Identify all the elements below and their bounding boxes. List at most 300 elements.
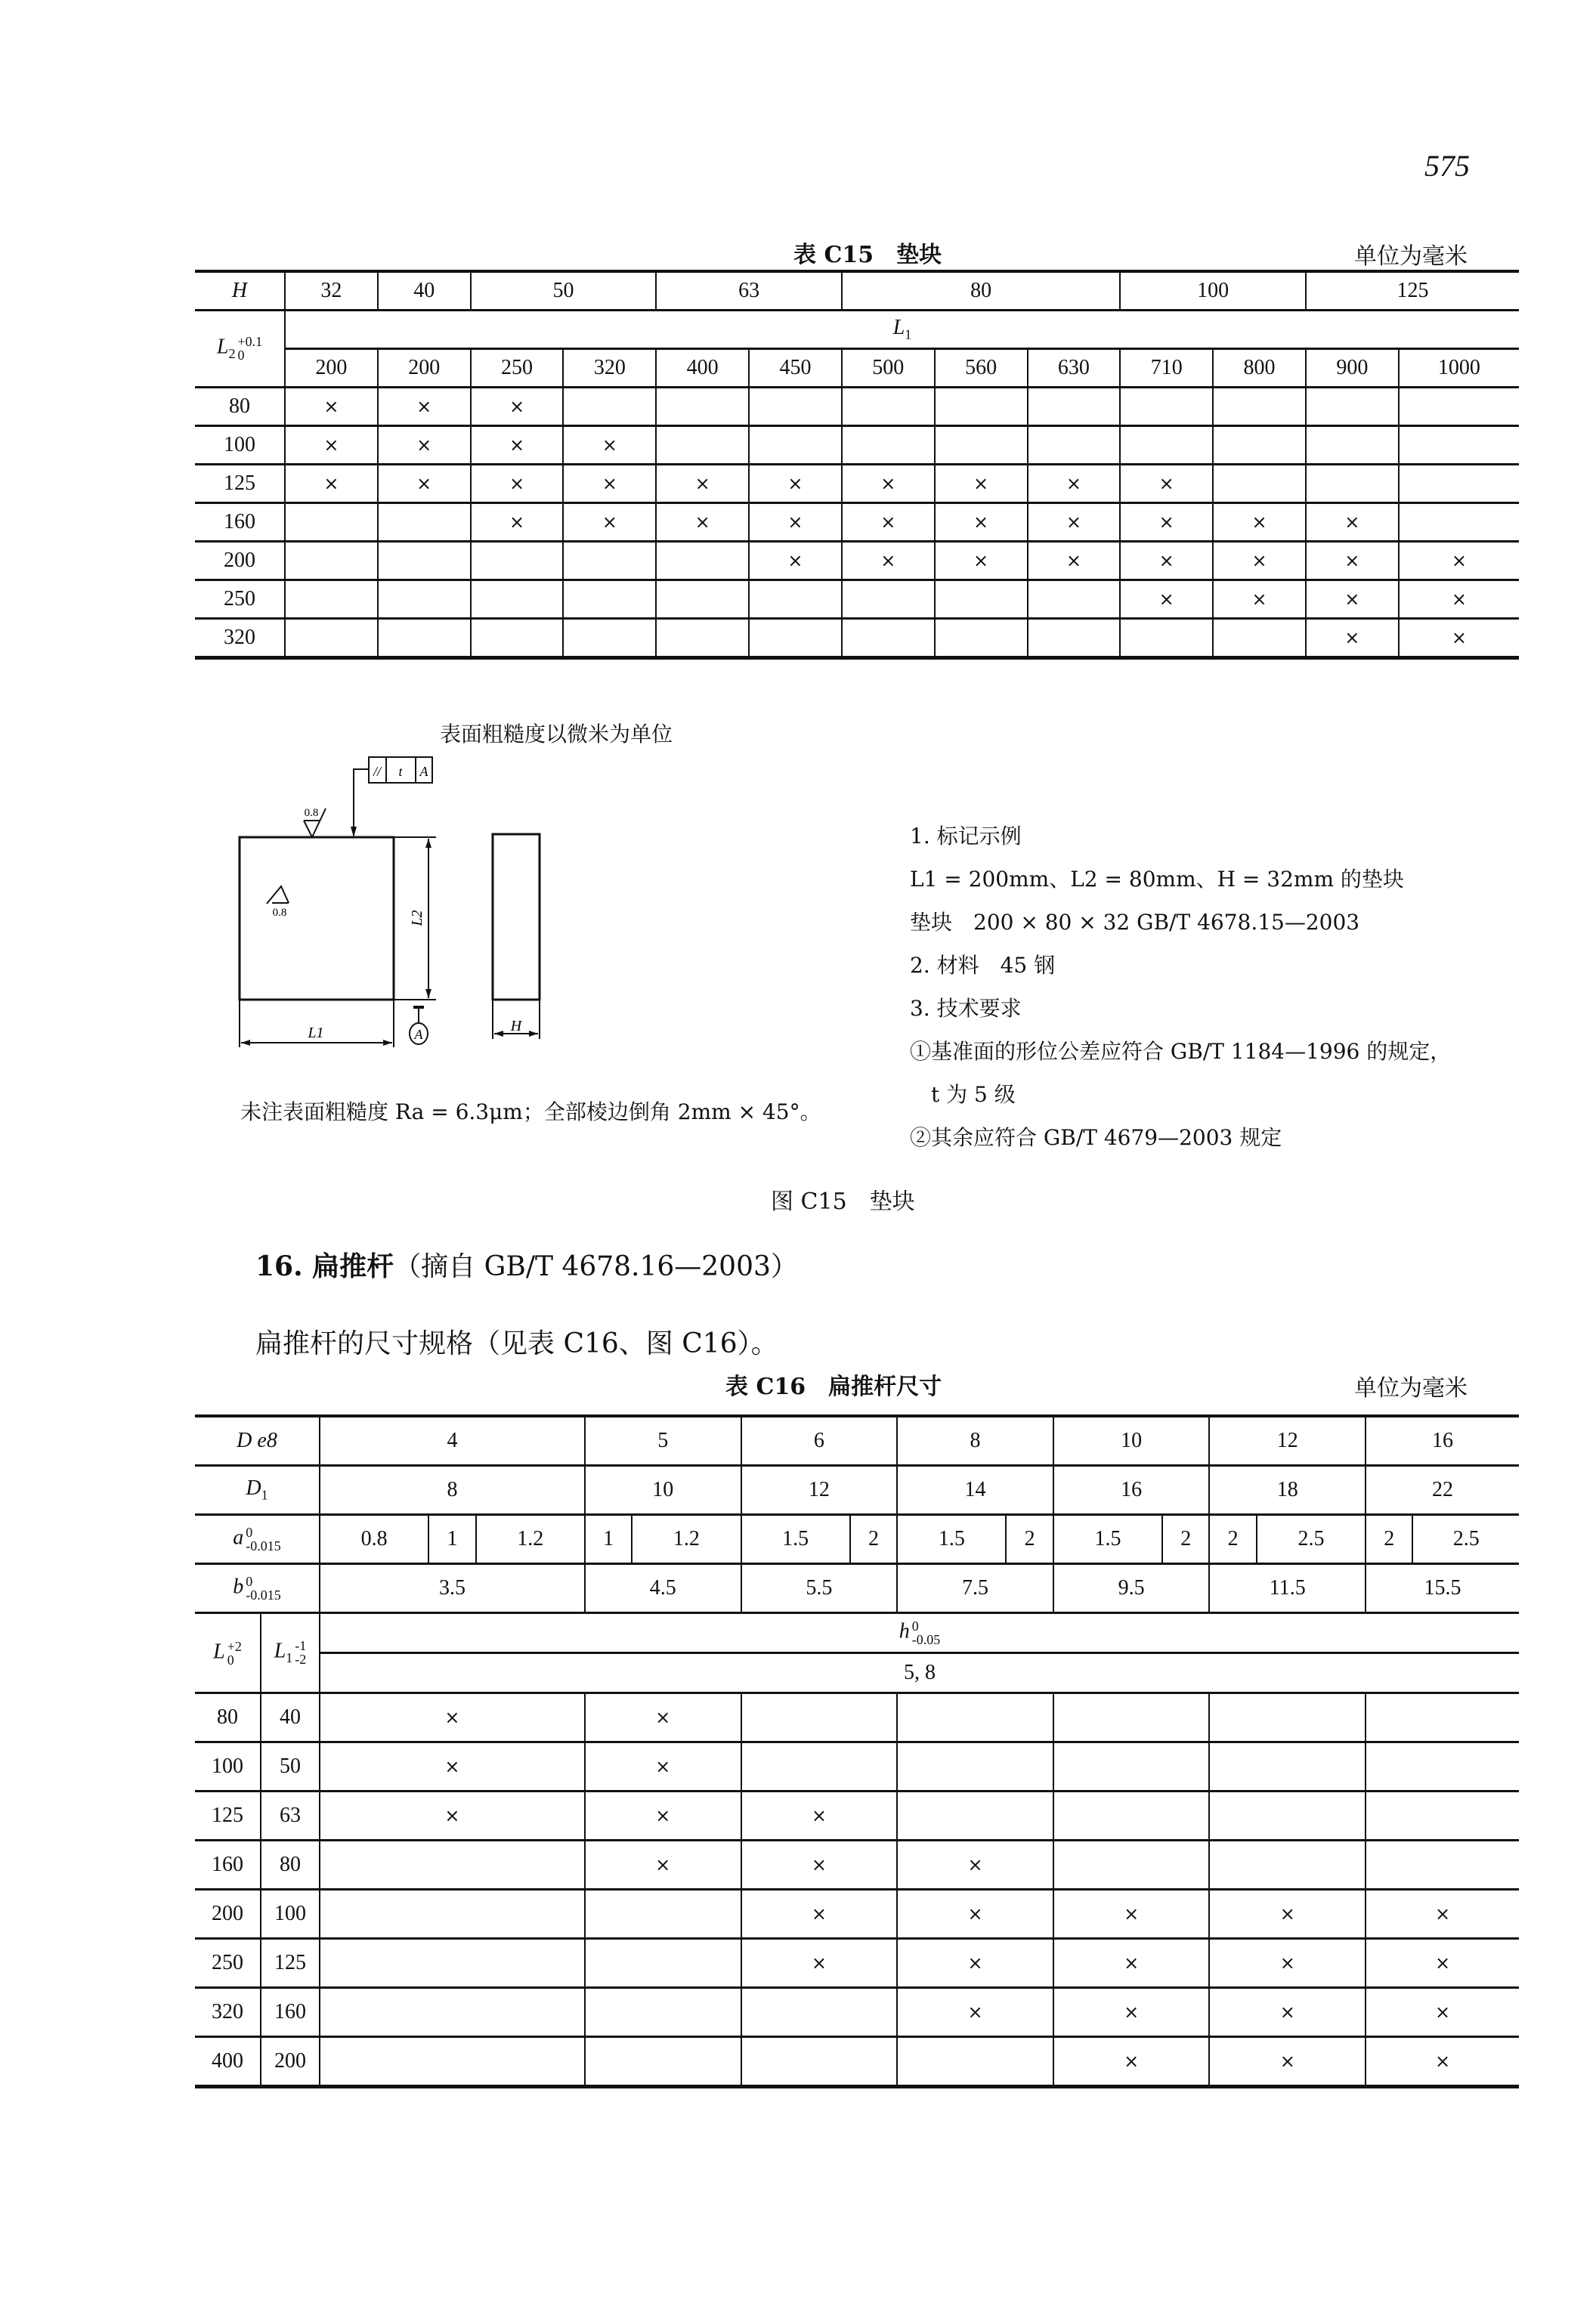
empty-cell <box>585 1890 741 1939</box>
empty-cell <box>1399 503 1519 542</box>
availability-mark: × <box>842 503 935 542</box>
roughness-unit-note: 表面粗糙度以微米为单位 <box>440 722 673 747</box>
header-h-label <box>320 1613 1519 1653</box>
header-a-value: 1 <box>585 1515 632 1564</box>
header-a-value: 2 <box>850 1515 897 1564</box>
tolerance <box>246 1526 281 1553</box>
note-2: L1 = 200mm、L2 = 80mm、H = 32mm 的垫块 <box>910 867 1404 892</box>
symbol-subscript: 2 <box>228 346 236 362</box>
availability-mark: × <box>741 1890 898 1939</box>
tolerance-upper: 0 <box>246 1525 253 1540</box>
empty-cell <box>656 426 749 465</box>
table-row <box>195 426 1519 465</box>
header-row-b <box>195 1564 1519 1613</box>
l1-value: 500 <box>842 349 935 388</box>
empty-cell <box>1053 1742 1210 1792</box>
table-c15 <box>195 270 1519 660</box>
header-a-value: 2 <box>1162 1515 1209 1564</box>
availability-mark: × <box>285 388 378 426</box>
availability-mark: × <box>656 465 749 503</box>
row-l-value: 400 <box>195 2037 261 2087</box>
empty-cell <box>378 542 471 580</box>
dim-h-label: H <box>510 1018 522 1034</box>
empty-cell <box>320 2037 585 2087</box>
header-a-value: 2 <box>1366 1515 1412 1564</box>
empty-cell <box>320 1939 585 1988</box>
header-row-h <box>195 271 1519 311</box>
table-row <box>195 2037 1519 2087</box>
header-a-label <box>195 1515 320 1564</box>
availability-mark: × <box>1120 503 1213 542</box>
tolerance-lower: -0.015 <box>246 1538 281 1553</box>
header-b-value: 4.5 <box>585 1564 741 1613</box>
l1-symbol: L <box>892 316 905 340</box>
empty-cell <box>935 388 1028 426</box>
availability-mark: × <box>471 426 564 465</box>
svg-text:A: A <box>414 1027 423 1042</box>
row-l-value: 200 <box>195 1890 261 1939</box>
availability-mark: × <box>749 503 842 542</box>
availability-mark: × <box>935 542 1028 580</box>
front-view-outline <box>240 837 394 1000</box>
dim-l2-label: L2 <box>409 910 425 926</box>
l1-value: 800 <box>1213 349 1306 388</box>
availability-mark: × <box>585 1742 741 1792</box>
empty-cell <box>1028 388 1121 426</box>
availability-mark: × <box>1213 542 1306 580</box>
dim-l1-label: L1 <box>308 1025 324 1041</box>
tolerance-lower: -0.05 <box>911 1632 941 1647</box>
l1-value: 450 <box>749 349 842 388</box>
header-b-value: 7.5 <box>897 1564 1053 1613</box>
symbol: L <box>216 335 229 359</box>
note-1: 1. 标记示例 <box>910 824 1022 849</box>
header-a-value: 1.5 <box>897 1515 1006 1564</box>
table-row <box>195 1742 1519 1792</box>
row-l-value: 80 <box>195 1693 261 1742</box>
tolerance <box>246 1575 281 1602</box>
header-d-value: 16 <box>1366 1416 1519 1466</box>
empty-cell <box>285 580 378 619</box>
table-row <box>195 1939 1519 1988</box>
empty-cell <box>897 1742 1053 1792</box>
header-h-value: 80 <box>842 271 1120 311</box>
header-d-value: 8 <box>897 1416 1053 1466</box>
availability-mark: × <box>935 465 1028 503</box>
table-row <box>195 1792 1519 1841</box>
availability-mark: × <box>1120 580 1213 619</box>
empty-cell <box>741 1988 898 2037</box>
header-a-value: 2 <box>1006 1515 1053 1564</box>
tolerance-upper: 0 <box>246 1574 253 1589</box>
svg-text:0.8: 0.8 <box>272 907 287 919</box>
availability-mark: × <box>1399 580 1519 619</box>
empty-cell <box>563 580 656 619</box>
empty-cell <box>1209 1742 1366 1792</box>
row-l2-value: 80 <box>195 388 285 426</box>
table-row <box>195 1841 1519 1890</box>
availability-mark: × <box>563 465 656 503</box>
availability-mark: × <box>1306 580 1399 619</box>
figure-c15-footnote: 未注表面粗糙度 Ra = 6.3μm；全部棱边倒角 2mm × 45°。 <box>240 1099 821 1124</box>
header-row-d <box>195 1416 1519 1466</box>
empty-cell <box>656 619 749 658</box>
availability-mark: × <box>1366 2037 1519 2087</box>
empty-cell <box>656 580 749 619</box>
empty-cell <box>1366 1742 1519 1792</box>
empty-cell <box>749 388 842 426</box>
empty-cell <box>285 619 378 658</box>
note-8: ②其余应符合 GB/T 4679—2003 规定 <box>910 1125 1282 1150</box>
tolerance-lower: -2 <box>295 1652 307 1668</box>
header-l1-label <box>261 1613 320 1693</box>
tolerance-lower: 0 <box>237 348 245 363</box>
empty-cell <box>1209 1693 1366 1742</box>
availability-mark: × <box>1209 1890 1366 1939</box>
availability-mark: × <box>1306 619 1399 658</box>
side-view-outline <box>493 834 540 1000</box>
header-b-label <box>195 1564 320 1613</box>
availability-mark: × <box>471 465 564 503</box>
header-h-value: 40 <box>378 271 471 311</box>
empty-cell <box>563 388 656 426</box>
header-b-value: 9.5 <box>1053 1564 1210 1613</box>
header-a-value: 1 <box>428 1515 475 1564</box>
availability-mark: × <box>285 426 378 465</box>
empty-cell <box>320 1988 585 2037</box>
header-row-d1 <box>195 1466 1519 1515</box>
empty-cell <box>1306 426 1399 465</box>
empty-cell <box>1306 388 1399 426</box>
empty-cell <box>471 619 564 658</box>
empty-cell <box>1120 426 1213 465</box>
row-l-value: 320 <box>195 1988 261 2037</box>
row-l-value: 125 <box>195 1792 261 1841</box>
empty-cell <box>1306 465 1399 503</box>
header-d1-label <box>195 1466 320 1515</box>
table-row <box>195 619 1519 658</box>
row-l2-value: 320 <box>195 619 285 658</box>
empty-cell <box>585 1988 741 2037</box>
empty-cell <box>842 580 935 619</box>
empty-cell <box>320 1890 585 1939</box>
symbol: L <box>213 1639 225 1663</box>
header-h-value: 50 <box>471 271 657 311</box>
section-16-title-source: （摘自 GB/T 4678.16—2003） <box>394 1251 798 1282</box>
header-h-value: 100 <box>1120 271 1306 311</box>
empty-cell <box>1053 1792 1210 1841</box>
tolerance-upper: +0.1 <box>237 334 263 350</box>
header-h-value: 63 <box>656 271 842 311</box>
table-row <box>195 542 1519 580</box>
availability-mark: × <box>842 542 935 580</box>
availability-mark: × <box>935 503 1028 542</box>
table-c16-unit: 单位为毫米 <box>1354 1375 1468 1402</box>
header-a-value: 1.2 <box>632 1515 741 1564</box>
empty-cell <box>378 503 471 542</box>
availability-mark: × <box>842 465 935 503</box>
header-h-label: H <box>195 271 285 311</box>
availability-mark: × <box>1366 1939 1519 1988</box>
row-l1-value: 125 <box>261 1939 320 1988</box>
availability-mark: × <box>1366 1988 1519 2037</box>
header-h-values: 5, 8 <box>320 1653 1519 1693</box>
empty-cell <box>741 1693 898 1742</box>
availability-mark: × <box>1306 542 1399 580</box>
availability-mark: × <box>1028 465 1121 503</box>
empty-cell <box>656 388 749 426</box>
availability-mark: × <box>378 426 471 465</box>
header-d-value: 12 <box>1209 1416 1366 1466</box>
empty-cell <box>285 503 378 542</box>
header-h-value: 125 <box>1306 271 1519 311</box>
header-a-value: 2.5 <box>1412 1515 1519 1564</box>
parallelism-symbol: // <box>373 764 382 779</box>
table-c16-caption: 表 C16 扁推杆尺寸 <box>725 1374 942 1400</box>
empty-cell <box>741 1742 898 1792</box>
availability-mark: × <box>1209 1988 1366 2037</box>
header-l2-label <box>195 311 285 388</box>
section-16-title <box>255 1245 798 1284</box>
row-l2-value: 100 <box>195 426 285 465</box>
header-d1-value: 10 <box>585 1466 741 1515</box>
empty-cell <box>935 426 1028 465</box>
availability-mark: × <box>1213 580 1306 619</box>
l1-value: 710 <box>1120 349 1213 388</box>
empty-cell <box>897 1693 1053 1742</box>
header-b-value: 3.5 <box>320 1564 585 1613</box>
svg-text:0.8: 0.8 <box>304 807 319 819</box>
header-b-value: 15.5 <box>1366 1564 1519 1613</box>
d1-symbol: D <box>246 1476 261 1501</box>
table-c16 <box>195 1414 1519 2088</box>
tolerance <box>912 1619 941 1646</box>
availability-mark: × <box>285 465 378 503</box>
header-a-value: 2.5 <box>1257 1515 1366 1564</box>
empty-cell <box>749 619 842 658</box>
header-d1-value: 8 <box>320 1466 585 1515</box>
roughness-symbol-bottom <box>267 886 289 919</box>
empty-cell <box>1053 1693 1210 1742</box>
empty-cell <box>1120 388 1213 426</box>
empty-cell <box>1366 1841 1519 1890</box>
empty-cell <box>1028 580 1121 619</box>
header-l-label <box>195 1613 261 1693</box>
datum-ref: A <box>419 764 428 779</box>
figure-c15-notes <box>910 815 1451 1159</box>
availability-mark: × <box>1366 1890 1519 1939</box>
availability-mark: × <box>1053 1939 1210 1988</box>
symbol: h <box>899 1619 910 1643</box>
empty-cell <box>842 426 935 465</box>
availability-mark: × <box>1209 2037 1366 2087</box>
section-16-paragraph: 扁推杆的尺寸规格（见表 C16、图 C16）。 <box>255 1328 778 1359</box>
roughness-symbol-top <box>304 807 326 837</box>
empty-cell <box>1213 619 1306 658</box>
empty-cell <box>656 542 749 580</box>
section-16-title-bold: 16. 扁推杆 <box>255 1251 394 1282</box>
header-d1-value: 14 <box>897 1466 1053 1515</box>
header-a-value: 1.5 <box>741 1515 850 1564</box>
table-row <box>195 465 1519 503</box>
row-l2-value: 160 <box>195 503 285 542</box>
l1-subscript: 1 <box>905 326 912 342</box>
empty-cell <box>1053 1841 1210 1890</box>
empty-cell <box>935 619 1028 658</box>
availability-mark: × <box>1053 2037 1210 2087</box>
availability-mark: × <box>741 1841 898 1890</box>
table-row <box>195 1693 1519 1742</box>
empty-cell <box>285 542 378 580</box>
empty-cell <box>471 542 564 580</box>
symbol: L <box>274 1639 286 1663</box>
empty-cell <box>471 580 564 619</box>
availability-mark: × <box>741 1792 898 1841</box>
empty-cell <box>1028 619 1121 658</box>
row-l2-value: 250 <box>195 580 285 619</box>
header-a-value: 1.5 <box>1053 1515 1162 1564</box>
availability-mark: × <box>585 1693 741 1742</box>
empty-cell <box>378 580 471 619</box>
header-d-value: 10 <box>1053 1416 1210 1466</box>
empty-cell <box>741 2037 898 2087</box>
availability-mark: × <box>585 1841 741 1890</box>
note-3: 垫块 200 × 80 × 32 GB/T 4678.15—2003 <box>910 910 1360 935</box>
availability-mark: × <box>749 465 842 503</box>
tolerance-lower: 0 <box>227 1652 234 1668</box>
header-h-value: 32 <box>285 271 378 311</box>
l1-value: 630 <box>1028 349 1121 388</box>
datum-a-symbol <box>410 1007 428 1044</box>
empty-cell <box>1399 426 1519 465</box>
table-c15-caption: 表 C15 垫块 <box>793 242 942 268</box>
row-l2-value: 200 <box>195 542 285 580</box>
tolerance <box>295 1639 306 1666</box>
header-d-value: 6 <box>741 1416 898 1466</box>
availability-mark: × <box>1028 503 1121 542</box>
availability-mark: × <box>320 1693 585 1742</box>
empty-cell <box>1213 388 1306 426</box>
availability-mark: × <box>563 426 656 465</box>
symbol: b <box>233 1575 244 1599</box>
empty-cell <box>842 388 935 426</box>
header-b-value: 5.5 <box>741 1564 898 1613</box>
header-d-value: 4 <box>320 1416 585 1466</box>
availability-mark: × <box>563 503 656 542</box>
table-row <box>195 388 1519 426</box>
empty-cell <box>842 619 935 658</box>
empty-cell <box>1366 1792 1519 1841</box>
l1-value: 320 <box>563 349 656 388</box>
header-d1-value: 22 <box>1366 1466 1519 1515</box>
availability-mark: × <box>378 465 471 503</box>
l1-value: 1000 <box>1399 349 1519 388</box>
tolerance-upper: +2 <box>227 1638 242 1654</box>
availability-mark: × <box>320 1742 585 1792</box>
empty-cell <box>585 1939 741 1988</box>
table-row <box>195 503 1519 542</box>
availability-mark: × <box>897 1890 1053 1939</box>
note-5: 3. 技术要求 <box>910 996 1022 1021</box>
header-row-l1 <box>195 311 1519 349</box>
availability-mark: × <box>378 388 471 426</box>
empty-cell <box>1209 1841 1366 1890</box>
tolerance-lower: -0.015 <box>246 1587 281 1603</box>
availability-mark: × <box>741 1939 898 1988</box>
availability-mark: × <box>1120 465 1213 503</box>
l1-value: 250 <box>471 349 564 388</box>
page-number: 575 <box>1424 149 1470 183</box>
empty-cell <box>749 580 842 619</box>
note-7: t 为 5 级 <box>910 1082 1016 1107</box>
availability-mark: × <box>320 1792 585 1841</box>
table-row <box>195 1890 1519 1939</box>
availability-mark: × <box>1306 503 1399 542</box>
availability-mark: × <box>1399 542 1519 580</box>
row-l-value: 160 <box>195 1841 261 1890</box>
tolerance-upper: -1 <box>295 1638 307 1654</box>
tolerance <box>237 335 262 362</box>
header-d-label: D e8 <box>195 1416 320 1466</box>
availability-mark: × <box>656 503 749 542</box>
empty-cell <box>563 619 656 658</box>
header-d1-value: 18 <box>1209 1466 1366 1515</box>
header-d1-value: 12 <box>741 1466 898 1515</box>
availability-mark: × <box>1028 542 1121 580</box>
header-b-value: 11.5 <box>1209 1564 1366 1613</box>
header-d1-value: 16 <box>1053 1466 1210 1515</box>
figure-c15-drawing <box>227 748 831 1065</box>
empty-cell <box>1028 426 1121 465</box>
availability-mark: × <box>1209 1939 1366 1988</box>
availability-mark: × <box>897 1939 1053 1988</box>
availability-mark: × <box>897 1988 1053 2037</box>
note-4: 2. 材料 45 钢 <box>910 953 1056 978</box>
header-a-value: 0.8 <box>320 1515 428 1564</box>
row-l1-value: 40 <box>261 1693 320 1742</box>
availability-mark: × <box>471 388 564 426</box>
empty-cell <box>320 1841 585 1890</box>
d1-subscript: 1 <box>261 1487 268 1503</box>
availability-mark: × <box>749 542 842 580</box>
empty-cell <box>1366 1693 1519 1742</box>
header-row-h <box>195 1613 1519 1653</box>
availability-mark: × <box>1053 1890 1210 1939</box>
row-l1-value: 100 <box>261 1890 320 1939</box>
header-row-l1-values <box>195 349 1519 388</box>
header-l1-label <box>285 311 1519 349</box>
tolerance-value: t <box>398 764 403 779</box>
header-row-h-values <box>195 1653 1519 1693</box>
empty-cell <box>1213 426 1306 465</box>
availability-mark: × <box>1053 1988 1210 2037</box>
row-l1-value: 160 <box>261 1988 320 2037</box>
empty-cell <box>585 2037 741 2087</box>
row-l2-value: 125 <box>195 465 285 503</box>
l1-value: 200 <box>378 349 471 388</box>
availability-mark: × <box>1120 542 1213 580</box>
empty-cell <box>1399 388 1519 426</box>
header-row-a <box>195 1515 1519 1564</box>
symbol-subscript: 1 <box>286 1650 293 1666</box>
row-l1-value: 63 <box>261 1792 320 1841</box>
header-a-value: 2 <box>1209 1515 1256 1564</box>
row-l1-value: 80 <box>261 1841 320 1890</box>
row-l1-value: 200 <box>261 2037 320 2087</box>
figure-c15-caption: 图 C15 垫块 <box>771 1189 915 1215</box>
table-c15-unit: 单位为毫米 <box>1354 243 1468 270</box>
row-l-value: 250 <box>195 1939 261 1988</box>
